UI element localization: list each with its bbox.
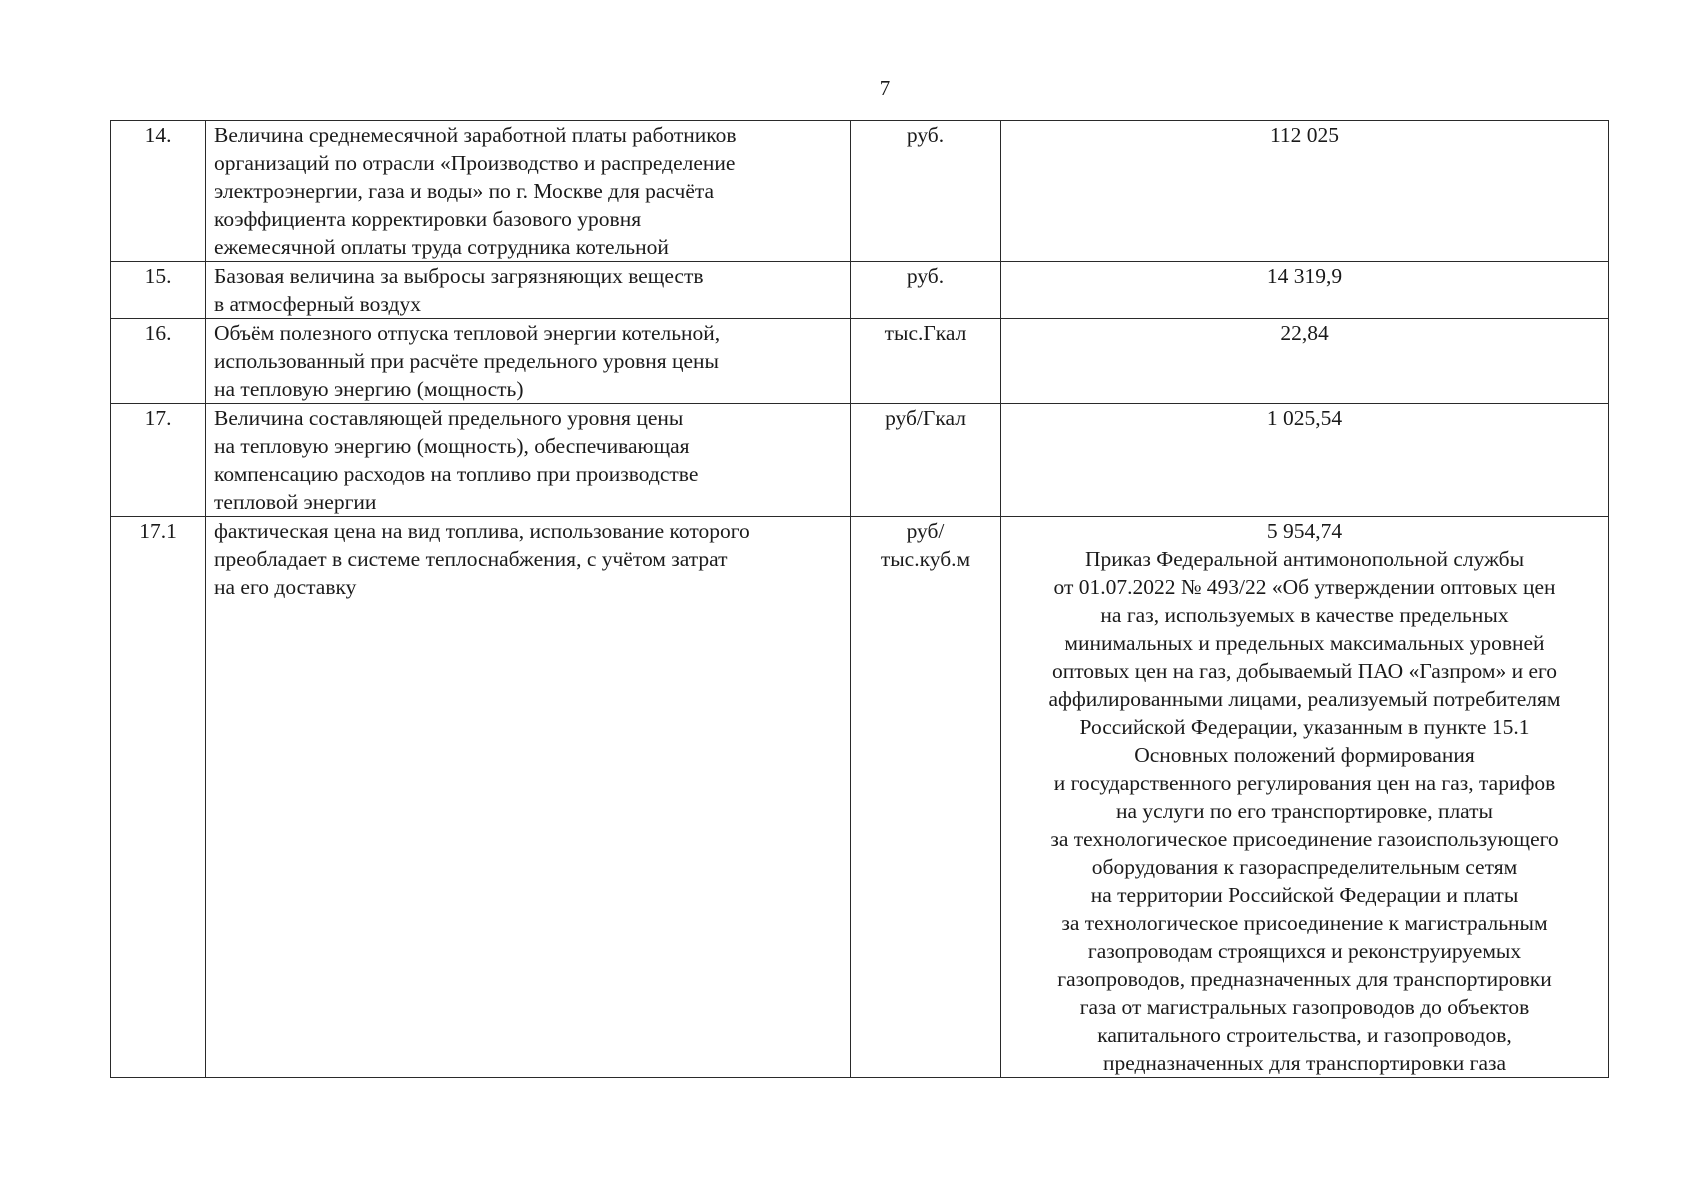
table-row <box>111 262 1609 319</box>
row-name-line: ежемесячной оплаты труда сотрудника котельной <box>214 235 669 259</box>
source-note-line: оборудования к газораспределительным сетям <box>1091 855 1518 879</box>
row-unit-line: руб/Гкал <box>885 406 966 430</box>
table-row <box>111 319 1609 404</box>
row-name-line: тепловой энергии <box>214 490 377 514</box>
row-name-line: на тепловую энергию (мощность), обеспечивающая <box>214 434 690 458</box>
row-unit-line: тыс.Гкал <box>884 321 967 345</box>
source-note-line: минимальных и предельных максимальных уровней <box>1064 631 1545 655</box>
row-name-line: коэффициента корректировки базового уровня <box>214 207 642 231</box>
row-unit <box>851 404 1001 517</box>
row-name <box>206 404 851 517</box>
row-name-line: компенсацию расходов на топливо при производстве <box>214 462 699 486</box>
table-row <box>111 404 1609 517</box>
row-name-line: электроэнергии, газа и воды» по г. Москве для расчёта <box>214 179 715 203</box>
source-note-line: на услуги по его транспортировке, платы <box>1115 799 1494 823</box>
source-note-line: газа от магистральных газопроводов до объектов <box>1079 995 1530 1019</box>
row-unit-line: руб/ <box>906 519 945 543</box>
source-note-line: на территории Российской Федерации и платы <box>1090 883 1519 907</box>
source-note-line: газопроводам строящихся и реконструируемых <box>1087 939 1522 963</box>
row-name-line: на его доставку <box>214 575 357 599</box>
row-name <box>206 517 851 1078</box>
row-value <box>1001 262 1609 319</box>
row-unit <box>851 121 1001 262</box>
source-note-line: аффилированными лицами, реализуемый потребителям <box>1048 687 1561 711</box>
row-unit-line: руб. <box>906 264 945 288</box>
row-unit <box>851 517 1001 1078</box>
row-value <box>1001 319 1609 404</box>
row-name-line: Базовая величина за выбросы загрязняющих веществ <box>214 264 704 288</box>
row-name-line: Объём полезного отпуска тепловой энергии котельной, <box>214 321 721 345</box>
row-name-line: организаций по отрасли «Производство и распределение <box>214 151 736 175</box>
row-name <box>206 121 851 262</box>
page-number: 7 <box>879 76 891 100</box>
row-value-number: 22,84 <box>1280 321 1329 345</box>
row-name <box>206 262 851 319</box>
source-note-line: на газ, используемых в качестве предельных <box>1100 603 1509 627</box>
row-name-line: Величина составляющей предельного уровня цены <box>214 406 684 430</box>
row-unit <box>851 319 1001 404</box>
source-note-line: оптовых цен на газ, добываемый ПАО «Газпром» и его <box>1051 659 1558 683</box>
row-name-line: в атмосферный воздух <box>214 292 421 316</box>
row-number: 16. <box>111 319 206 404</box>
row-value-number: 14 319,9 <box>1266 264 1343 288</box>
row-number: 15. <box>111 262 206 319</box>
source-note <box>1009 545 1600 1077</box>
row-name-line: фактическая цена на вид топлива, использование которого <box>214 519 750 543</box>
row-unit-line: руб. <box>906 123 945 147</box>
row-value-number: 112 025 <box>1269 123 1340 147</box>
row-name-line: на тепловую энергию (мощность) <box>214 377 524 401</box>
source-note-line: газопроводов, предназначенных для транспортировки <box>1057 967 1552 991</box>
row-value-number: 1 025,54 <box>1266 406 1343 430</box>
row-value <box>1001 517 1609 1078</box>
source-note-line: за технологическое присоединение газоиспользующего <box>1050 827 1559 851</box>
row-value <box>1001 121 1609 262</box>
table-row <box>111 121 1609 262</box>
row-number: 17.1 <box>111 517 206 1078</box>
source-note-line: за технологическое присоединение к магистральным <box>1061 911 1548 935</box>
source-note-line: и государственного регулирования цен на газ, тарифов <box>1053 771 1556 795</box>
row-unit-line: тыс.куб.м <box>880 547 971 571</box>
row-unit <box>851 262 1001 319</box>
row-number: 14. <box>111 121 206 262</box>
source-note-line: Российской Федерации, указанным в пункте 15.1 <box>1079 715 1530 739</box>
row-value <box>1001 404 1609 517</box>
source-note-line: предназначенных для транспортировки газа <box>1102 1051 1507 1075</box>
row-name-line: использованный при расчёте предельного уровня цены <box>214 349 719 373</box>
row-name-line: Величина среднемесячной заработной платы работников <box>214 123 737 147</box>
source-note-line: Основных положений формирования <box>1134 743 1475 767</box>
row-value-number: 5 954,74 <box>1266 519 1343 543</box>
table-row <box>111 517 1609 1078</box>
source-note-line: Приказ Федеральной антимонопольной службы <box>1084 547 1525 571</box>
row-number: 17. <box>111 404 206 517</box>
row-name <box>206 319 851 404</box>
source-note-line: от 01.07.2022 № 493/22 «Об утверждении оптовых цен <box>1053 575 1556 599</box>
row-name-line: преобладает в системе теплоснабжения, с учётом затрат <box>214 547 728 571</box>
parameters-table <box>110 120 1609 1078</box>
source-note-line: капитального строительства, и газопроводов, <box>1097 1023 1512 1047</box>
